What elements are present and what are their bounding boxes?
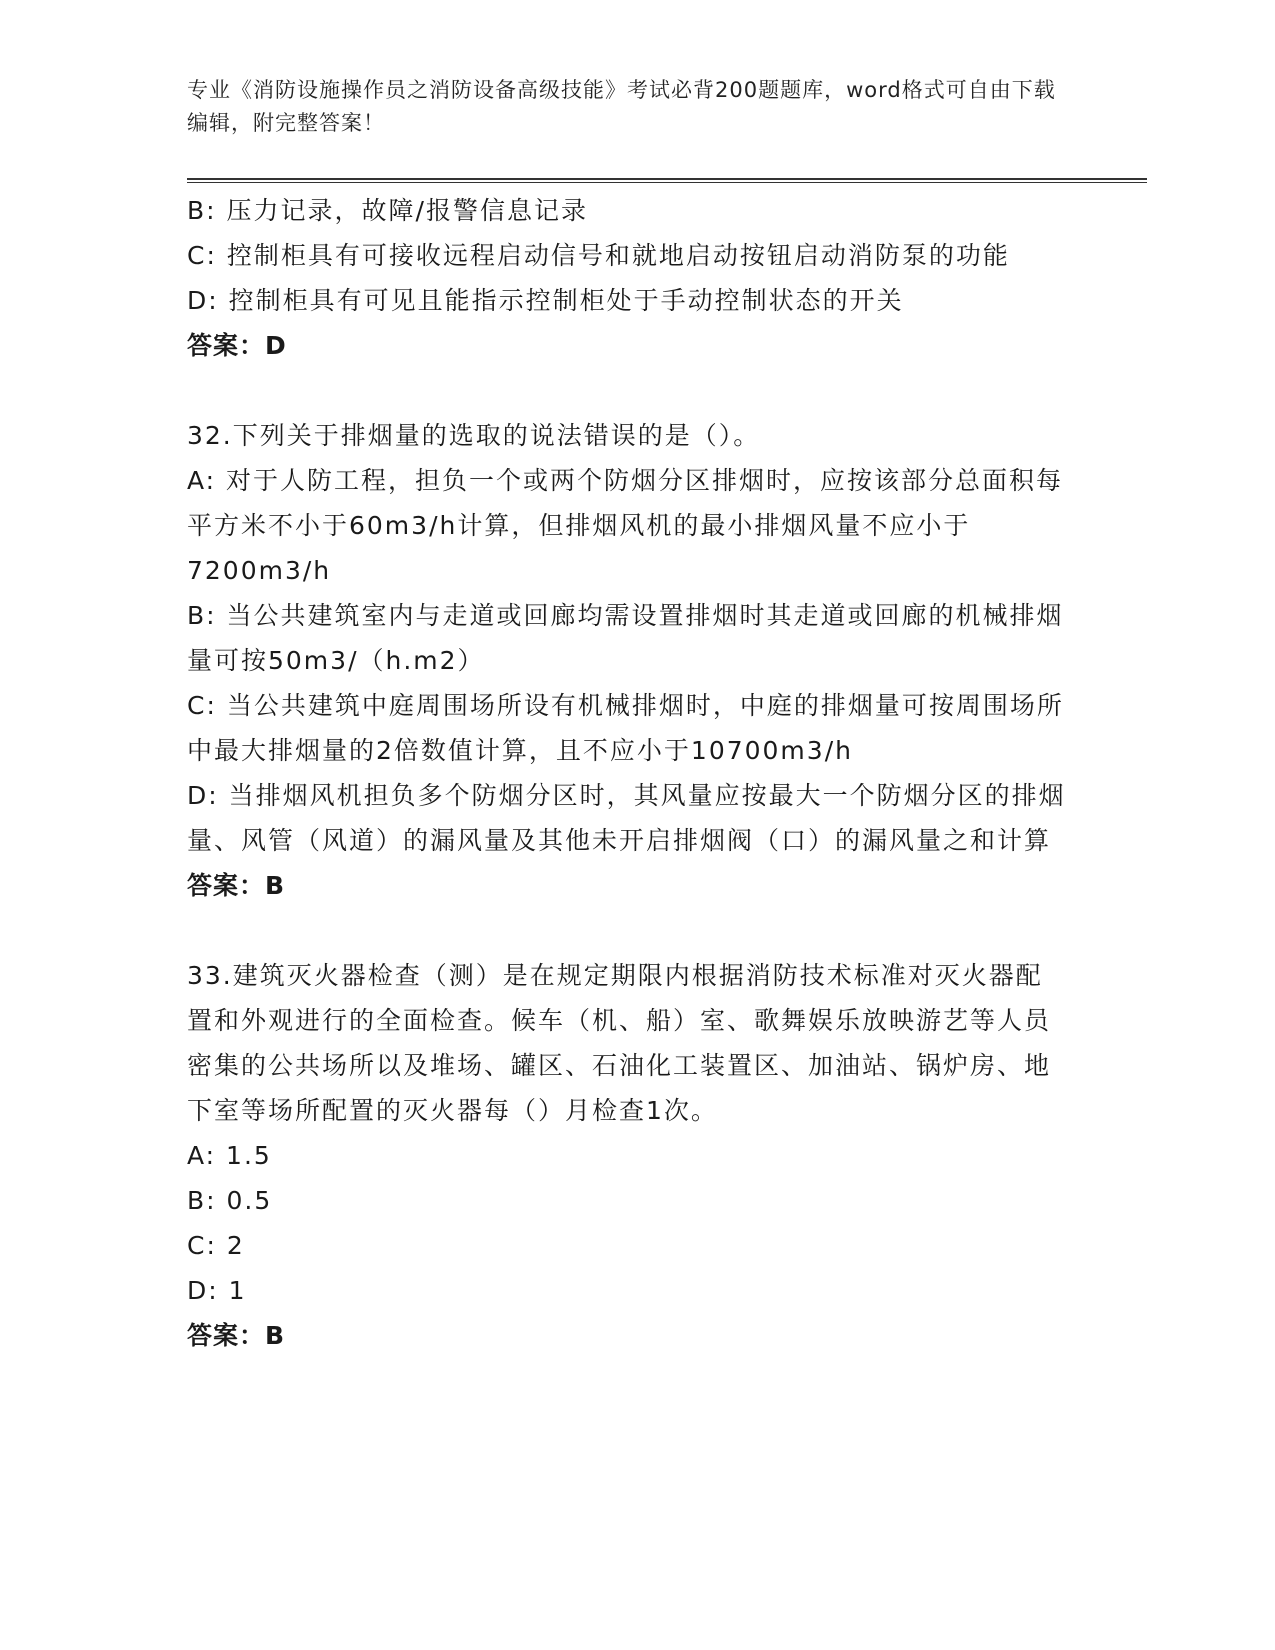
- question-stem: 32.下列关于排烟量的选取的说法错误的是（）。: [187, 421, 761, 450]
- answer-line: 答案：B: [187, 871, 286, 900]
- question-block: [187, 413, 1067, 908]
- option-c: C: 2: [187, 1231, 245, 1260]
- header-divider: [187, 178, 1147, 183]
- answer-line: 答案：D: [187, 331, 287, 360]
- option-c: C: 当公共建筑中庭周围场所设有机械排烟时，中庭的排烟量可按周围场所中最大排烟量的2倍数值计算，且不应小于10700m3/h: [187, 691, 1064, 765]
- question-block: [187, 953, 1067, 1358]
- answer-line: 答案：B: [187, 1321, 286, 1350]
- option-b: B: 0.5: [187, 1186, 273, 1215]
- question-block: [187, 188, 1067, 368]
- option-d: D: 当排烟风机担负多个防烟分区时，其风量应按最大一个防烟分区的排烟量、风管（风道）的漏风量及其他未开启排烟阀（口）的漏风量之和计算: [187, 781, 1066, 855]
- option-c: C: 控制柜具有可接收远程启动信号和就地启动按钮启动消防泵的功能: [187, 241, 1010, 270]
- option-b: B: 当公共建筑室内与走道或回廊均需设置排烟时其走道或回廊的机械排烟量可按50m3/（h.m2）: [187, 601, 1064, 675]
- block-spacer: [187, 368, 1067, 413]
- block-spacer: [187, 908, 1067, 953]
- option-b: B: 压力记录，故障/报警信息记录: [187, 196, 588, 225]
- page-header: 专业《消防设施操作员之消防设备高级技能》考试必背200题题库，word格式可自由下载编辑，附完整答案！: [187, 78, 1056, 135]
- document-body: [187, 188, 1067, 1358]
- option-a: A: 1.5: [187, 1141, 272, 1170]
- option-d: D: 1: [187, 1276, 247, 1305]
- question-stem: 33.建筑灭火器检查（测）是在规定期限内根据消防技术标准对灭火器配置和外观进行的全面检查。候车（机、船）室、歌舞娱乐放映游艺等人员密集的公共场所以及堆场、罐区、石油化工装置区、加油站、锅炉房、地下室等场所配置的灭火器每（）月检查1次。: [187, 961, 1052, 1125]
- option-d: D: 控制柜具有可见且能指示控制柜处于手动控制状态的开关: [187, 286, 904, 315]
- option-a: A: 对于人防工程，担负一个或两个防烟分区排烟时，应按该部分总面积每平方米不小于60m3/h计算，但排烟风机的最小排烟风量不应小于7200m3/h: [187, 466, 1064, 585]
